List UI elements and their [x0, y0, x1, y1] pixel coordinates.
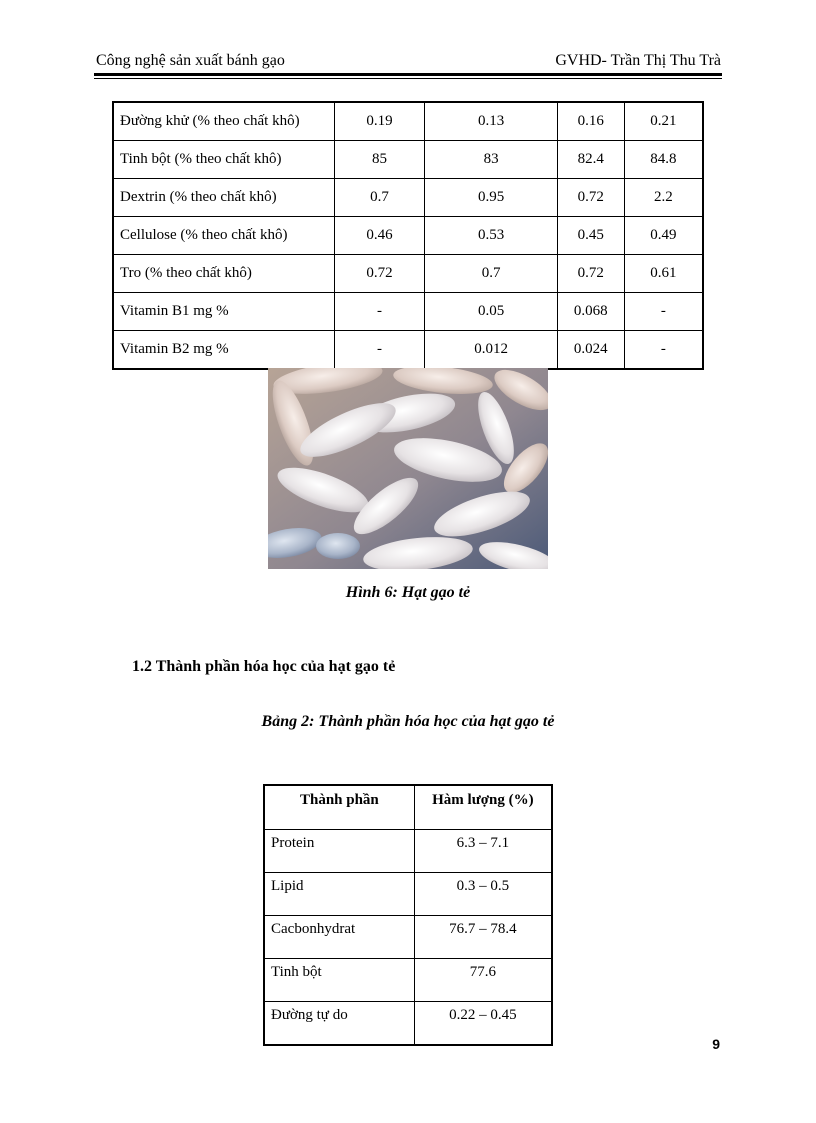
cell-value: 0.22 – 0.45: [414, 1002, 552, 1046]
table-row: [264, 916, 552, 959]
table-row: [113, 141, 703, 179]
cell-value: 6.3 – 7.1: [414, 830, 552, 873]
table-row: [264, 1002, 552, 1046]
rice-grains-photo: [268, 368, 548, 569]
header-instructor: GVHD- Trần Thị Thu Trà: [555, 52, 721, 69]
cell-value: -: [334, 293, 425, 331]
cell-value: 0.72: [334, 255, 425, 293]
column-header: Thành phần: [264, 785, 414, 830]
cell-value: -: [624, 293, 703, 331]
figure-caption: Hình 6: Hạt gạo tẻ: [345, 584, 471, 601]
row-label: Protein: [264, 830, 414, 873]
row-label: Đường tự do: [264, 1002, 414, 1046]
cell-value: 85: [334, 141, 425, 179]
cell-value: 0.46: [334, 217, 425, 255]
cell-value: -: [334, 331, 425, 370]
header-rule-thick: [94, 73, 722, 76]
row-label: Cacbonhydrat: [264, 916, 414, 959]
rice-composition-table: [263, 784, 553, 1046]
cell-value: 0.012: [425, 331, 558, 370]
table-caption: Bảng 2: Thành phần hóa học của hạt gạo tẻ: [261, 713, 555, 730]
cell-value: 0.61: [624, 255, 703, 293]
cell-value: 0.72: [557, 179, 624, 217]
header-course-title: Công nghệ sản xuất bánh gạo: [96, 52, 285, 69]
row-label: Tinh bột (% theo chất khô): [113, 141, 334, 179]
cell-value: 0.21: [624, 102, 703, 141]
cell-value: 82.4: [557, 141, 624, 179]
cell-value: 0.95: [425, 179, 558, 217]
cell-value: 0.45: [557, 217, 624, 255]
section-heading: 1.2 Thành phần hóa học của hạt gạo tẻ: [132, 658, 396, 675]
cell-value: 0.19: [334, 102, 425, 141]
table-row: [264, 873, 552, 916]
cell-value: 0.05: [425, 293, 558, 331]
cell-value: 83: [425, 141, 558, 179]
row-label: Vitamin B2 mg %: [113, 331, 334, 370]
cell-value: 0.13: [425, 102, 558, 141]
cell-value: 2.2: [624, 179, 703, 217]
cell-value: 0.49: [624, 217, 703, 255]
cell-value: 0.024: [557, 331, 624, 370]
page-number: 9: [712, 1036, 720, 1052]
row-label: Vitamin B1 mg %: [113, 293, 334, 331]
cell-value: 84.8: [624, 141, 703, 179]
cell-value: 0.16: [557, 102, 624, 141]
table-row: [113, 331, 703, 370]
cell-value: 0.53: [425, 217, 558, 255]
header-rule-thin: [94, 78, 722, 79]
table-row: [113, 102, 703, 141]
cell-value: 0.7: [425, 255, 558, 293]
row-label: Lipid: [264, 873, 414, 916]
table-row: [113, 255, 703, 293]
cell-value: 77.6: [414, 959, 552, 1002]
row-label: Cellulose (% theo chất khô): [113, 217, 334, 255]
table-row: [264, 959, 552, 1002]
row-label: Tro (% theo chất khô): [113, 255, 334, 293]
cell-value: 0.3 – 0.5: [414, 873, 552, 916]
cell-value: 76.7 – 78.4: [414, 916, 552, 959]
table-row: [264, 830, 552, 873]
row-label: Đường khử (% theo chất khô): [113, 102, 334, 141]
table-row: [113, 293, 703, 331]
row-label: Dextrin (% theo chất khô): [113, 179, 334, 217]
composition-table-continued: [112, 101, 704, 370]
table-row: [113, 217, 703, 255]
cell-value: 0.068: [557, 293, 624, 331]
cell-value: -: [624, 331, 703, 370]
row-label: Tinh bột: [264, 959, 414, 1002]
cell-value: 0.72: [557, 255, 624, 293]
cell-value: 0.7: [334, 179, 425, 217]
table-header-row: [264, 785, 552, 830]
table-row: [113, 179, 703, 217]
column-header: Hàm lượng (%): [414, 785, 552, 830]
